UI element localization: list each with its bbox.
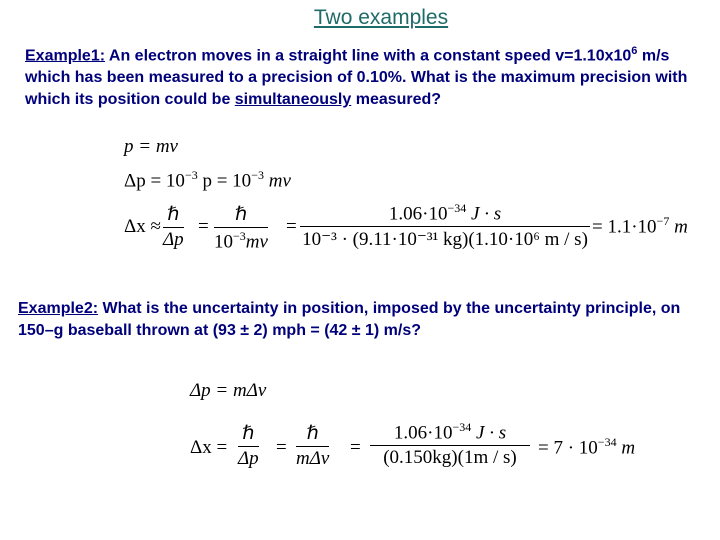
eq2-frac1: ℏ Δp — [238, 423, 259, 469]
example1-paragraph — [25, 40, 705, 111]
eq1-result: = $1.1\cdot 10^{-7}$ m — [592, 214, 688, 238]
eq1-equals2: = — [286, 216, 297, 237]
eq1-dx: Δx ≈ — [124, 216, 161, 237]
eq1-equals1: = — [198, 216, 209, 237]
eq2-result: = $7 \cdot 10^{-34}$ m — [538, 435, 636, 459]
example2-paragraph — [18, 298, 708, 342]
eq2-frac2: ℏ mΔv — [296, 423, 330, 469]
eq1-frac3: $\frac{1.06\cdot 10^{-34} J \cdot s}{\text{10⁻³ · (9.11·10⁻³¹ kg)(1.10·10⁶ m / s)}}$ — [300, 201, 590, 251]
slide-title: Two examples — [313, 6, 449, 29]
example1-label: Example1: — [25, 47, 106, 65]
eq2-equals1: = — [276, 437, 287, 458]
example1-text-c: measured? — [351, 91, 442, 109]
eq2-line1: Δp = mΔv — [190, 380, 267, 401]
example2-text: What is the uncertainty in position, imposed by the uncertainty principle, on 150–g baseball thrown at (93 ± 2) mph = (42 ± 1) m/s? — [18, 300, 681, 339]
eq2-dx: Δx = — [190, 437, 228, 458]
example2-label: Example2: — [18, 300, 99, 317]
eq1-frac1: ℏ Δp — [163, 204, 184, 250]
eq1-line1: p = mv — [124, 136, 178, 157]
eq1-line2: $\Delta p = 10^{-3}$ $p = 10^{-3}$ mv — [124, 168, 291, 192]
example1-text-b: m/s which has been measured to a precision of 0.10%. What is the maximum precision with which its position could be — [25, 47, 688, 109]
eq2-frac3: $\frac{1.06\cdot 10^{-34} J \cdot s}{(0.150kg)(1m / s)}$ — [370, 420, 530, 469]
eq2-equals2: = — [350, 437, 361, 458]
eq1-frac2: ℏ $10^{-3}mv$ — [214, 204, 268, 253]
example1-text-a: An electron moves in a straight line with a constant speed v=1.10x10 — [105, 47, 632, 65]
example1-underlined-word: simultaneously — [234, 91, 352, 109]
example1-exponent: 6 — [631, 45, 638, 57]
